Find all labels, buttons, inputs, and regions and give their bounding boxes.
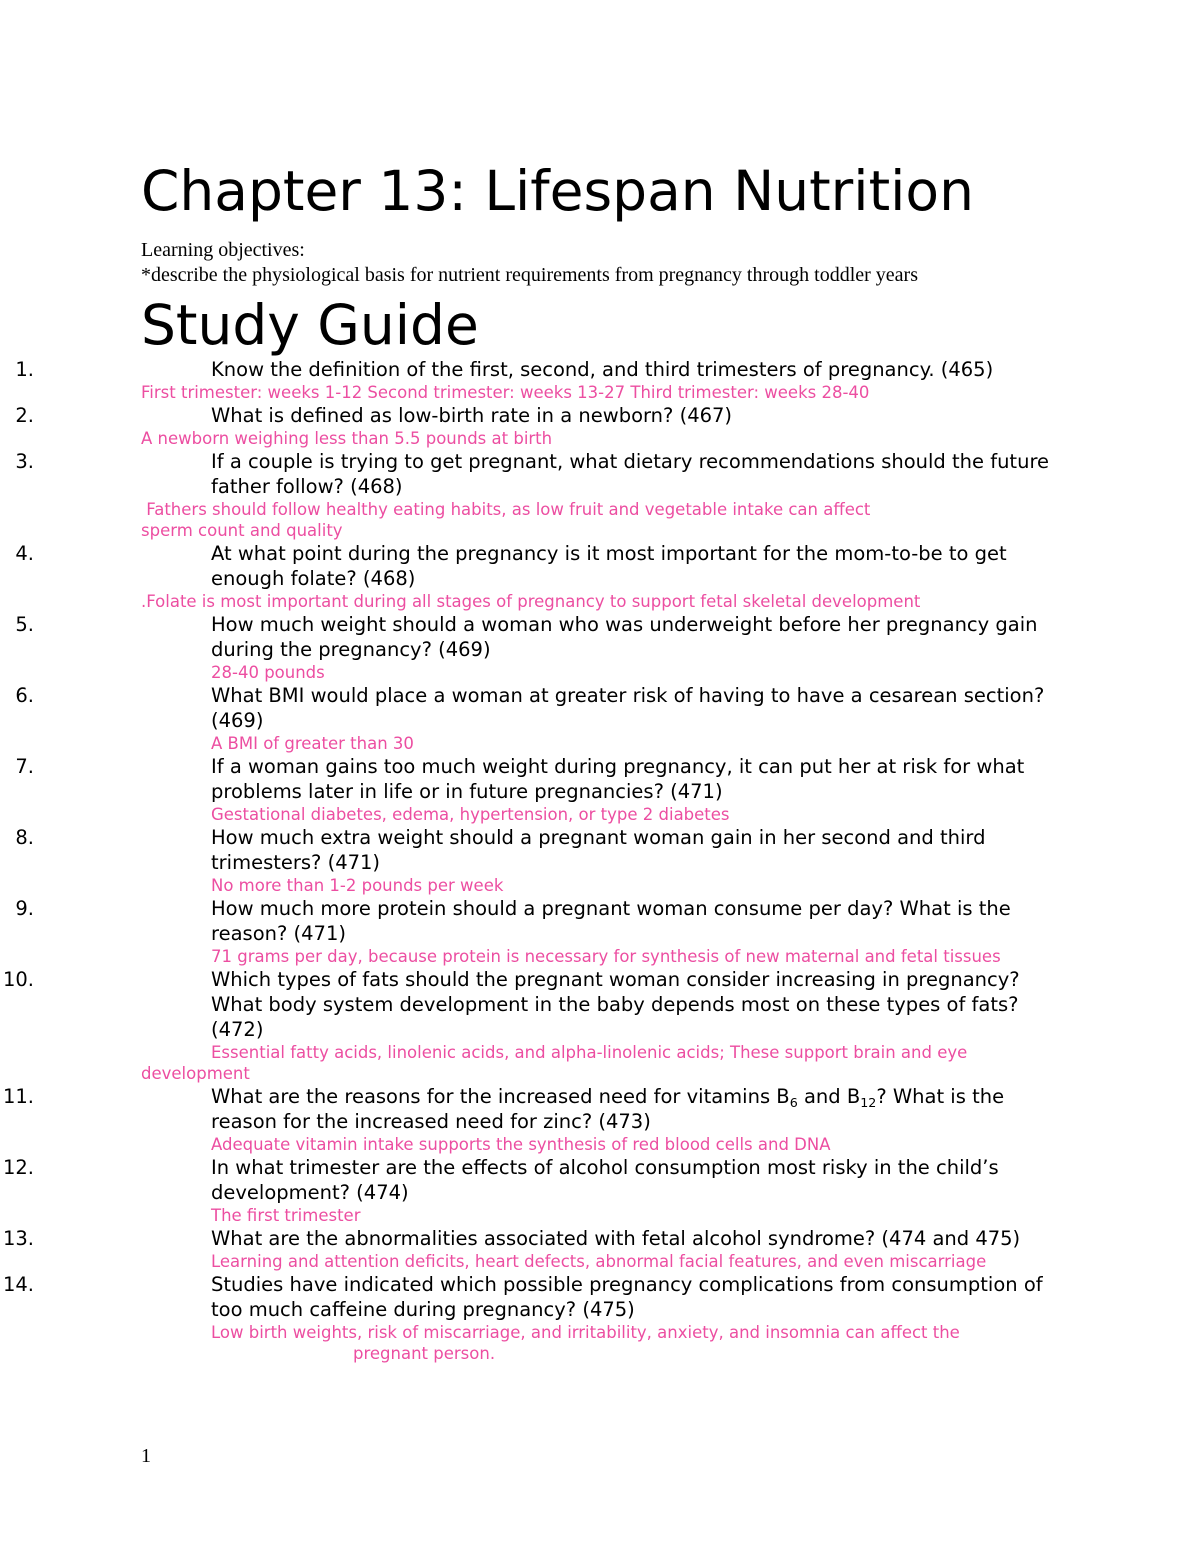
question-text: How much extra weight should a pregnant woman gain in her second and third trimesters? (471): [211, 826, 986, 874]
question-text: How much weight should a woman who was underweight before her pregnancy gain during the pregnancy? (469): [211, 613, 1038, 661]
objectives-label: Learning objectives:: [141, 239, 305, 261]
section-title: Study Guide: [141, 293, 479, 357]
question-10: [0, 967, 1061, 1042]
answer-13: Learning and attention deficits, heart defects, abnormal facial features, and even miscarriage: [211, 1252, 987, 1271]
question-text-part: and B: [797, 1085, 861, 1108]
question-number: 3.: [15, 450, 34, 473]
question-11: [0, 1084, 1061, 1134]
answer-4: .Folate is most important during all stages of pregnancy to support fetal skeletal development: [141, 592, 921, 611]
question-2: [0, 403, 1061, 428]
question-number: 10.: [2, 968, 34, 991]
question-text: At what point during the pregnancy is it most important for the mom-to-be to get enough folate? (468): [211, 542, 1007, 590]
objectives-text: *describe the physiological basis for nutrient requirements from pregnancy through toddler years: [141, 264, 918, 286]
question-text: [211, 1085, 1004, 1133]
question-text: Know the definition of the first, second, and third trimesters of pregnancy. (465): [211, 358, 994, 381]
answer-line: Fathers should follow healthy eating habits, as low fruit and vegetable intake can affect: [141, 500, 871, 519]
answer-line: Essential fatty acids, linolenic acids, and alpha-linolenic acids; These support brain and eye: [211, 1043, 968, 1062]
answer-14: [0, 1322, 1061, 1364]
question-number: 8.: [15, 826, 34, 849]
question-number: 12.: [2, 1156, 34, 1179]
question-1: [0, 357, 1061, 382]
chapter-title: Chapter 13: Lifespan Nutrition: [141, 159, 974, 223]
question-number: 1.: [15, 358, 34, 381]
answer-5: 28-40 pounds: [211, 663, 325, 682]
question-text: How much more protein should a pregnant woman consume per day? What is the reason? (471): [211, 897, 1011, 945]
question-8: [0, 825, 1061, 875]
question-number: 2.: [15, 404, 34, 427]
question-text: Studies have indicated which possible pregnancy complications from consumption of too much caffeine during pregnancy? (475): [211, 1273, 1043, 1321]
answer-line: pregnant person.: [353, 1344, 496, 1363]
question-text: In what trimester are the effects of alcohol consumption most risky in the child’s development? (474): [211, 1156, 999, 1204]
answer-10: [0, 1042, 1061, 1084]
answer-line: development: [141, 1064, 250, 1083]
question-number: 4.: [15, 542, 34, 565]
answer-8: No more than 1-2 pounds per week: [211, 876, 504, 895]
question-7: [0, 754, 1061, 804]
question-number: 7.: [15, 755, 34, 778]
question-number: 6.: [15, 684, 34, 707]
answer-7: Gestational diabetes, edema, hypertension, or type 2 diabetes: [211, 805, 730, 824]
question-number: 13.: [2, 1227, 34, 1250]
subscript: 12: [860, 1094, 877, 1110]
answer-6: A BMI of greater than 30: [211, 734, 414, 753]
question-text: Which types of fats should the pregnant woman consider increasing in pregnancy? What body system development in the baby depends most on these types of fats? (472): [211, 968, 1020, 1041]
answer-12: The first trimester: [211, 1206, 361, 1225]
question-text-part: ? What is the reason for the increased need for zinc? (473): [211, 1085, 1005, 1133]
question-text: What is defined as low-birth rate in a newborn? (467): [211, 404, 733, 427]
answer-line: sperm count and quality: [141, 521, 343, 540]
question-number: 9.: [15, 897, 34, 920]
question-number: 14.: [2, 1273, 34, 1296]
question-number: 5.: [15, 613, 34, 636]
answer-1: First trimester: weeks 1-12 Second trimester: weeks 13-27 Third trimester: weeks 28-40: [141, 383, 870, 402]
question-4: [0, 541, 1061, 591]
question-9: [0, 896, 1061, 946]
question-5: [0, 612, 1061, 662]
question-13: [0, 1226, 1061, 1251]
answer-11: Adequate vitamin intake supports the synthesis of red blood cells and DNA: [211, 1135, 831, 1154]
question-text: If a couple is trying to get pregnant, what dietary recommendations should the future father follow? (468): [211, 450, 1050, 498]
question-14: [0, 1272, 1061, 1322]
question-3: [0, 449, 1061, 499]
question-text: If a woman gains too much weight during pregnancy, it can put her at risk for what problems later in life or in future pregnancies? (471): [211, 755, 1025, 803]
question-text: What are the abnormalities associated with fetal alcohol syndrome? (474 and 475): [211, 1227, 1021, 1250]
question-text-part: What are the reasons for the increased need for vitamins B: [211, 1085, 790, 1108]
page-number: 1: [141, 1445, 151, 1467]
answer-2: A newborn weighing less than 5.5 pounds at birth: [141, 429, 553, 448]
question-12: [0, 1155, 1061, 1205]
answer-9: 71 grams per day, because protein is necessary for synthesis of new maternal and fetal tissues: [211, 947, 1001, 966]
subscript: 6: [789, 1094, 798, 1110]
question-6: [0, 683, 1061, 733]
answer-3: [0, 499, 1071, 541]
question-text: What BMI would place a woman at greater risk of having to have a cesarean section? (469): [211, 684, 1045, 732]
question-list: [0, 357, 1200, 1364]
question-number: 11.: [2, 1085, 34, 1108]
answer-line: Low birth weights, risk of miscarriage, and irritability, anxiety, and insomnia can affect the: [211, 1323, 960, 1342]
